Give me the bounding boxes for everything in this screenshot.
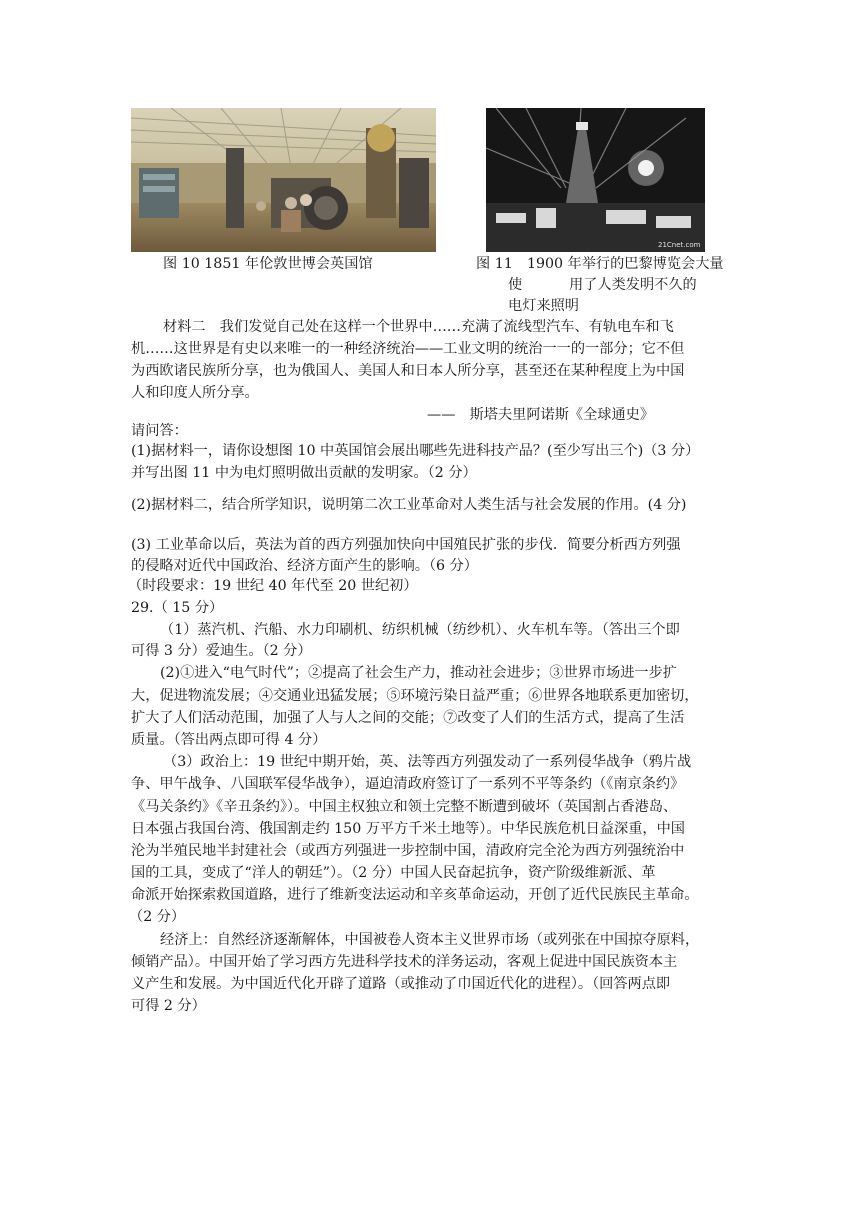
answer-4-line: 可得 2 分） (131, 998, 206, 1014)
material2-source: —— 斯塔夫里阿诺斯《全球通史》 (427, 407, 655, 423)
answer-3-line: 沦为半殖民地半封建社会（或西方列强进一步控制中国，清政府完全沦为西方列强统治中 (131, 843, 685, 859)
answer-3-line: 日本强占我国台湾、俄国割走约 150 万平方千米土地等）。中华民族危机日益深重，中国 (131, 821, 685, 837)
answer-2-line: 扩大了人们活动范围，加强了人与人之间的交能；⑦改变了人们的生活方式，提高了生活 (131, 710, 685, 726)
answer-3-line: 争、甲午战争、八国联军侵华战争），逼迫清政府签订了一系列不平等条约（《南京条约》 (131, 776, 685, 792)
question-3c: （时段要求：19 世纪 40 年代至 20 世纪初） (128, 578, 418, 594)
material2-line: 机……这世界是有史以来唯一的一种经济统治——工业文明的统治一一的一部分；它不但 (131, 341, 685, 357)
answer-3-line: 国的工具，变成了“洋人的朝廷”）。（2 分）中国人民奋起抗争，资产阶级维新派、革 (131, 865, 656, 881)
figure-11-caption-line2a: 使 (508, 277, 523, 293)
figure-10-caption: 图 10 1851 年伦敦世博会英国馆 (163, 256, 373, 272)
answer-1-line: 可得 3 分）爱迪生。（2 分） (131, 643, 312, 659)
figure-10-image (131, 108, 436, 252)
answer-3-line: （3）政治上：19 世纪中期开始，英、法等西方列强发动了一系列侵华战争（鸦片战 (163, 754, 692, 770)
figure-11-caption-line2b: 用了人类发明不久的 (569, 277, 697, 293)
question-2: (2)据材料二，结合所学知识，说明第二次工业革命对人类生活与社会发展的作用。(4 分) (131, 497, 687, 513)
figure-11-caption-line3: 电灯来照明 (508, 298, 579, 314)
answers-header: 29.（ 15 分） (131, 600, 224, 616)
answer-2-line: 大，促进物流发展；④交通业迅猛发展；⑤环境污染日益严重；⑥世界各地联系更加密切， (131, 688, 699, 704)
answer-4-line: 倾销产品）。中国开始了学习西方先进科学技术的洋务运动，客观上促进中国民族资本主 (131, 954, 678, 970)
question-3a: (3) 工业革命以后，英法为首的西方列强加快向中国殖民扩张的步伐．简要分析西方列强 (131, 537, 681, 553)
answer-2-line: (2)①进入“电气时代”；②提高了社会生产力，推动社会进步；③世界市场进一步扩 (160, 665, 677, 681)
answer-3-line: （2 分） (129, 909, 186, 925)
answer-4-line: 义产生和发展。为中国近代化开辟了道路（或推动了巾国近代化的进程）。（回答两点即 (131, 976, 671, 992)
answer-2-line: 质量。（答出两点即可得 4 分） (131, 732, 327, 748)
material2-line: 人和印度人所分享。 (131, 385, 259, 401)
figure-11-image (486, 108, 705, 252)
material2-line: 材料二 我们发觉自己处在这样一个世界中……充满了流线型汽车、有轨电车和飞 (163, 319, 674, 335)
questions-intro: 请问答： (131, 423, 188, 439)
question-1a: (1)据材料一，请你设想图 10 中英国馆会展出哪些先进科技产品？(至少写出三个)（3 分） (131, 443, 700, 459)
answer-1-line: （1）蒸汽机、汽船、水力印刷机、纺织机械（纺纱机）、火车机车等。（答出三个即 (160, 622, 680, 638)
answer-4-line: 经济上：自然经济逐渐解体，中国被卷人资本主义世界市场（或列张在中国掠夺原料， (160, 932, 700, 948)
question-3b: 的侵略对近代中国政治、经济方面产生的影响。（6 分） (131, 558, 478, 574)
figure-11-caption-line1: 图 11 1900 年举行的巴黎博览会大量 (476, 256, 724, 272)
answer-3-line: 《马关条约》《辛丑条约》）。中国主权独立和领土完整不断遭到破坏（英国割占香港岛、 (131, 799, 678, 815)
answer-3-line: 命派开始探索救国道路，进行了维新变法运动和辛亥革命运动，开创了近代民族民主革命。 (131, 887, 699, 903)
material2-line: 为西欧诸民族所分享，也为俄国人、美国人和日本人所分享，甚至还在某种程度上为中国 (131, 363, 685, 379)
question-1b: 并写出图 11 中为电灯照明做出贡献的发明家。（2 分） (131, 465, 477, 481)
figure-11-watermark: 21Cnet.com (658, 241, 701, 249)
